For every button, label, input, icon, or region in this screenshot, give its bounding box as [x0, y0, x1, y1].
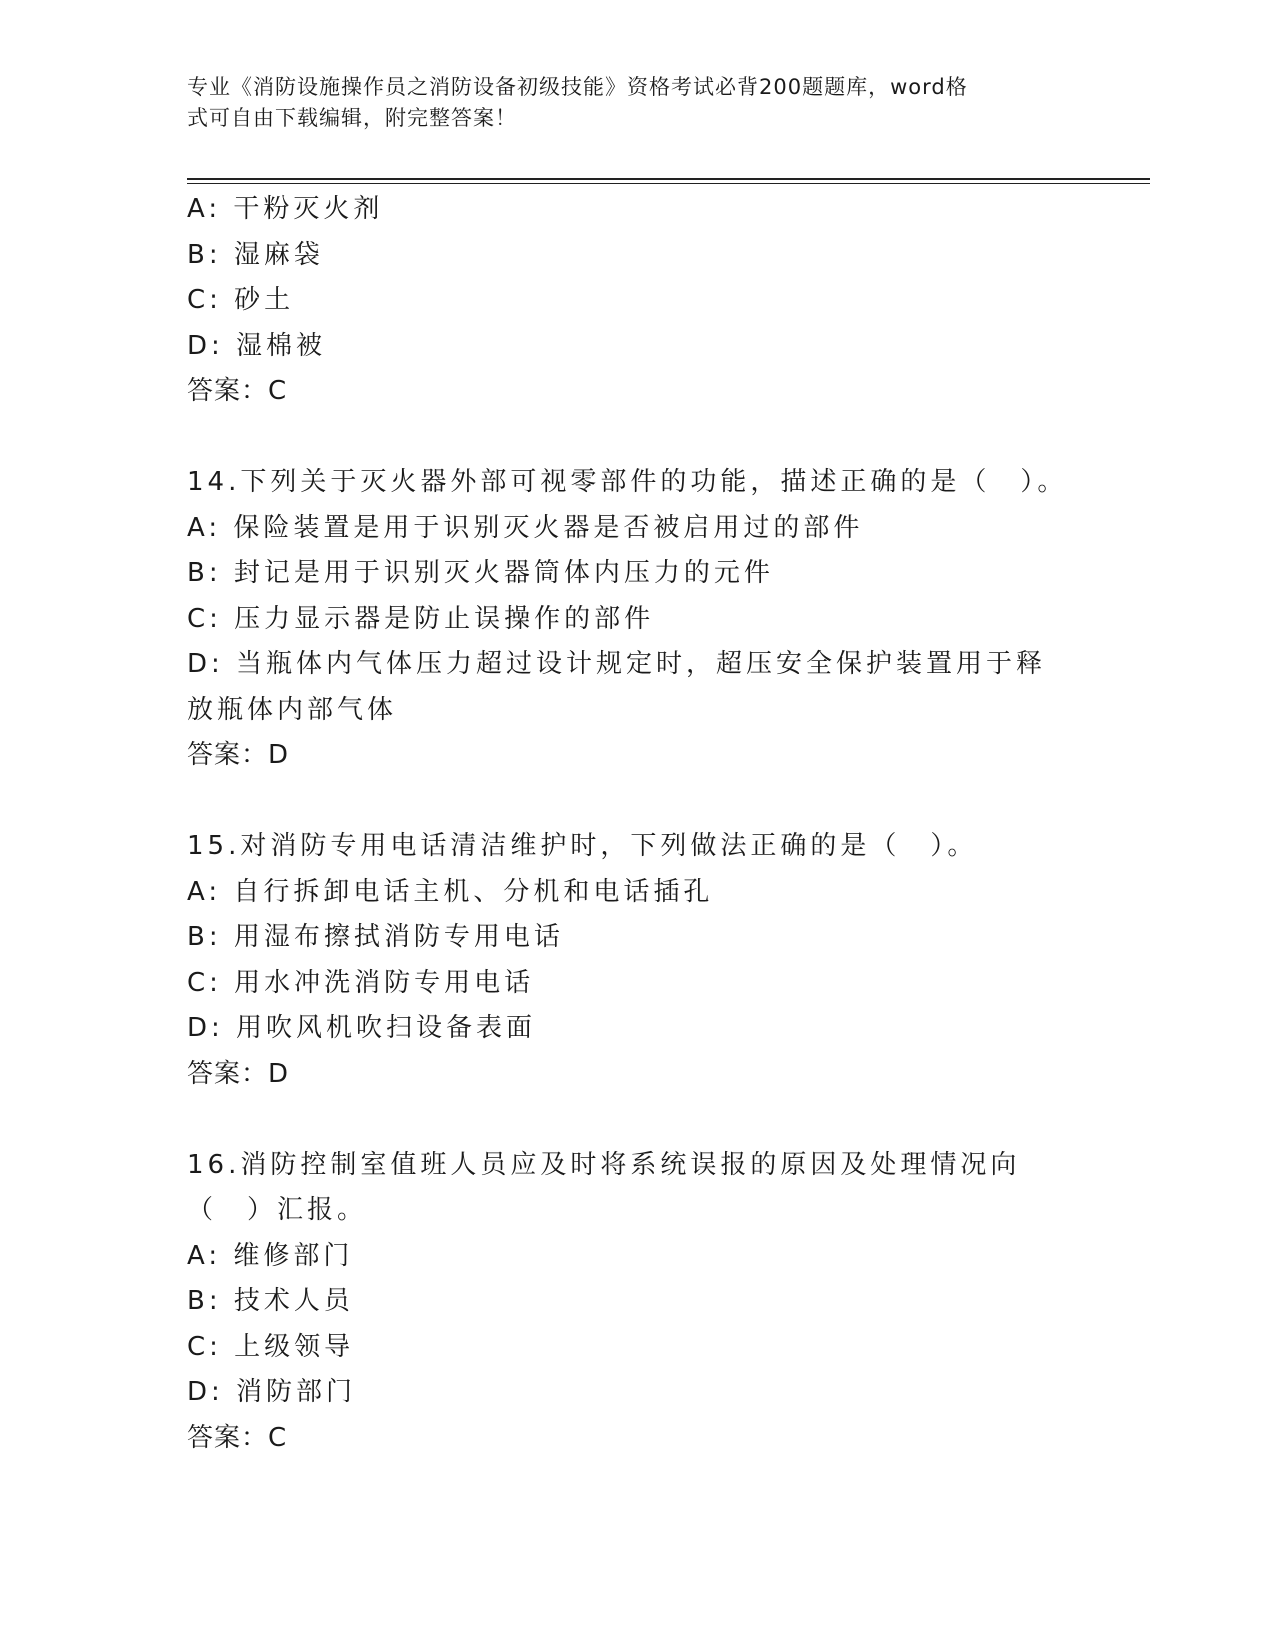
answer-line: 答案：C: [187, 376, 288, 406]
option-d: D: 当瓶体内气体压力超过设计规定时，超压安全保护装置用于释放瓶体内部气体: [187, 649, 1047, 725]
question-13-continued: [187, 187, 1067, 415]
answer-line: 答案：D: [187, 740, 290, 770]
header-divider-thin: [187, 183, 1150, 184]
answer-line: 答案：D: [187, 1058, 290, 1089]
option-d: D: 用吹风机吹扫设备表面: [187, 1013, 537, 1043]
header-line-2: 式可自由下载编辑，附完整答案！: [187, 106, 517, 130]
question-16: [187, 1143, 1067, 1462]
question-text: 15.对消防专用电话清洁维护时，下列做法正确的是（ ）。: [187, 831, 978, 861]
option-b: B: 封记是用于识别灭火器筒体内压力的元件: [187, 558, 774, 588]
header-line-1: 专业《消防设施操作员之消防设备初级技能》资格考试必背200题题库，word格: [187, 75, 968, 99]
option-a: A: 维修部门: [187, 1240, 354, 1271]
option-a: A: 保险装置是用于识别灭火器是否被启用过的部件: [187, 512, 864, 543]
option-b: B: 用湿布擦拭消防专用电话: [187, 922, 564, 952]
option-b: B: 技术人员: [187, 1286, 354, 1316]
question-15: [187, 824, 1067, 1097]
option-c: C: 用水冲洗消防专用电话: [187, 967, 535, 998]
option-a: A: 干粉灭火剂: [187, 194, 384, 224]
option-c: C: 砂土: [187, 285, 295, 315]
question-14: [187, 460, 1067, 779]
option-c: C: 压力显示器是防止误操作的部件: [187, 603, 655, 634]
question-content: [187, 187, 1067, 1461]
document-header: [187, 72, 1067, 134]
option-a: A: 自行拆卸电话主机、分机和电话插孔: [187, 876, 714, 907]
option-d: D: 消防部门: [187, 1377, 357, 1407]
option-d: D: 湿棉被: [187, 330, 327, 361]
question-text: 16.消防控制室值班人员应及时将系统误报的原因及处理情况向（ ）汇报。: [187, 1149, 1021, 1225]
option-b: B: 湿麻袋: [187, 239, 324, 270]
option-c: C: 上级领导: [187, 1331, 355, 1362]
question-text: 14.下列关于灭火器外部可视零部件的功能，描述正确的是（ ）。: [187, 467, 1068, 497]
answer-line: 答案：C: [187, 1422, 288, 1453]
header-divider: [187, 178, 1150, 180]
